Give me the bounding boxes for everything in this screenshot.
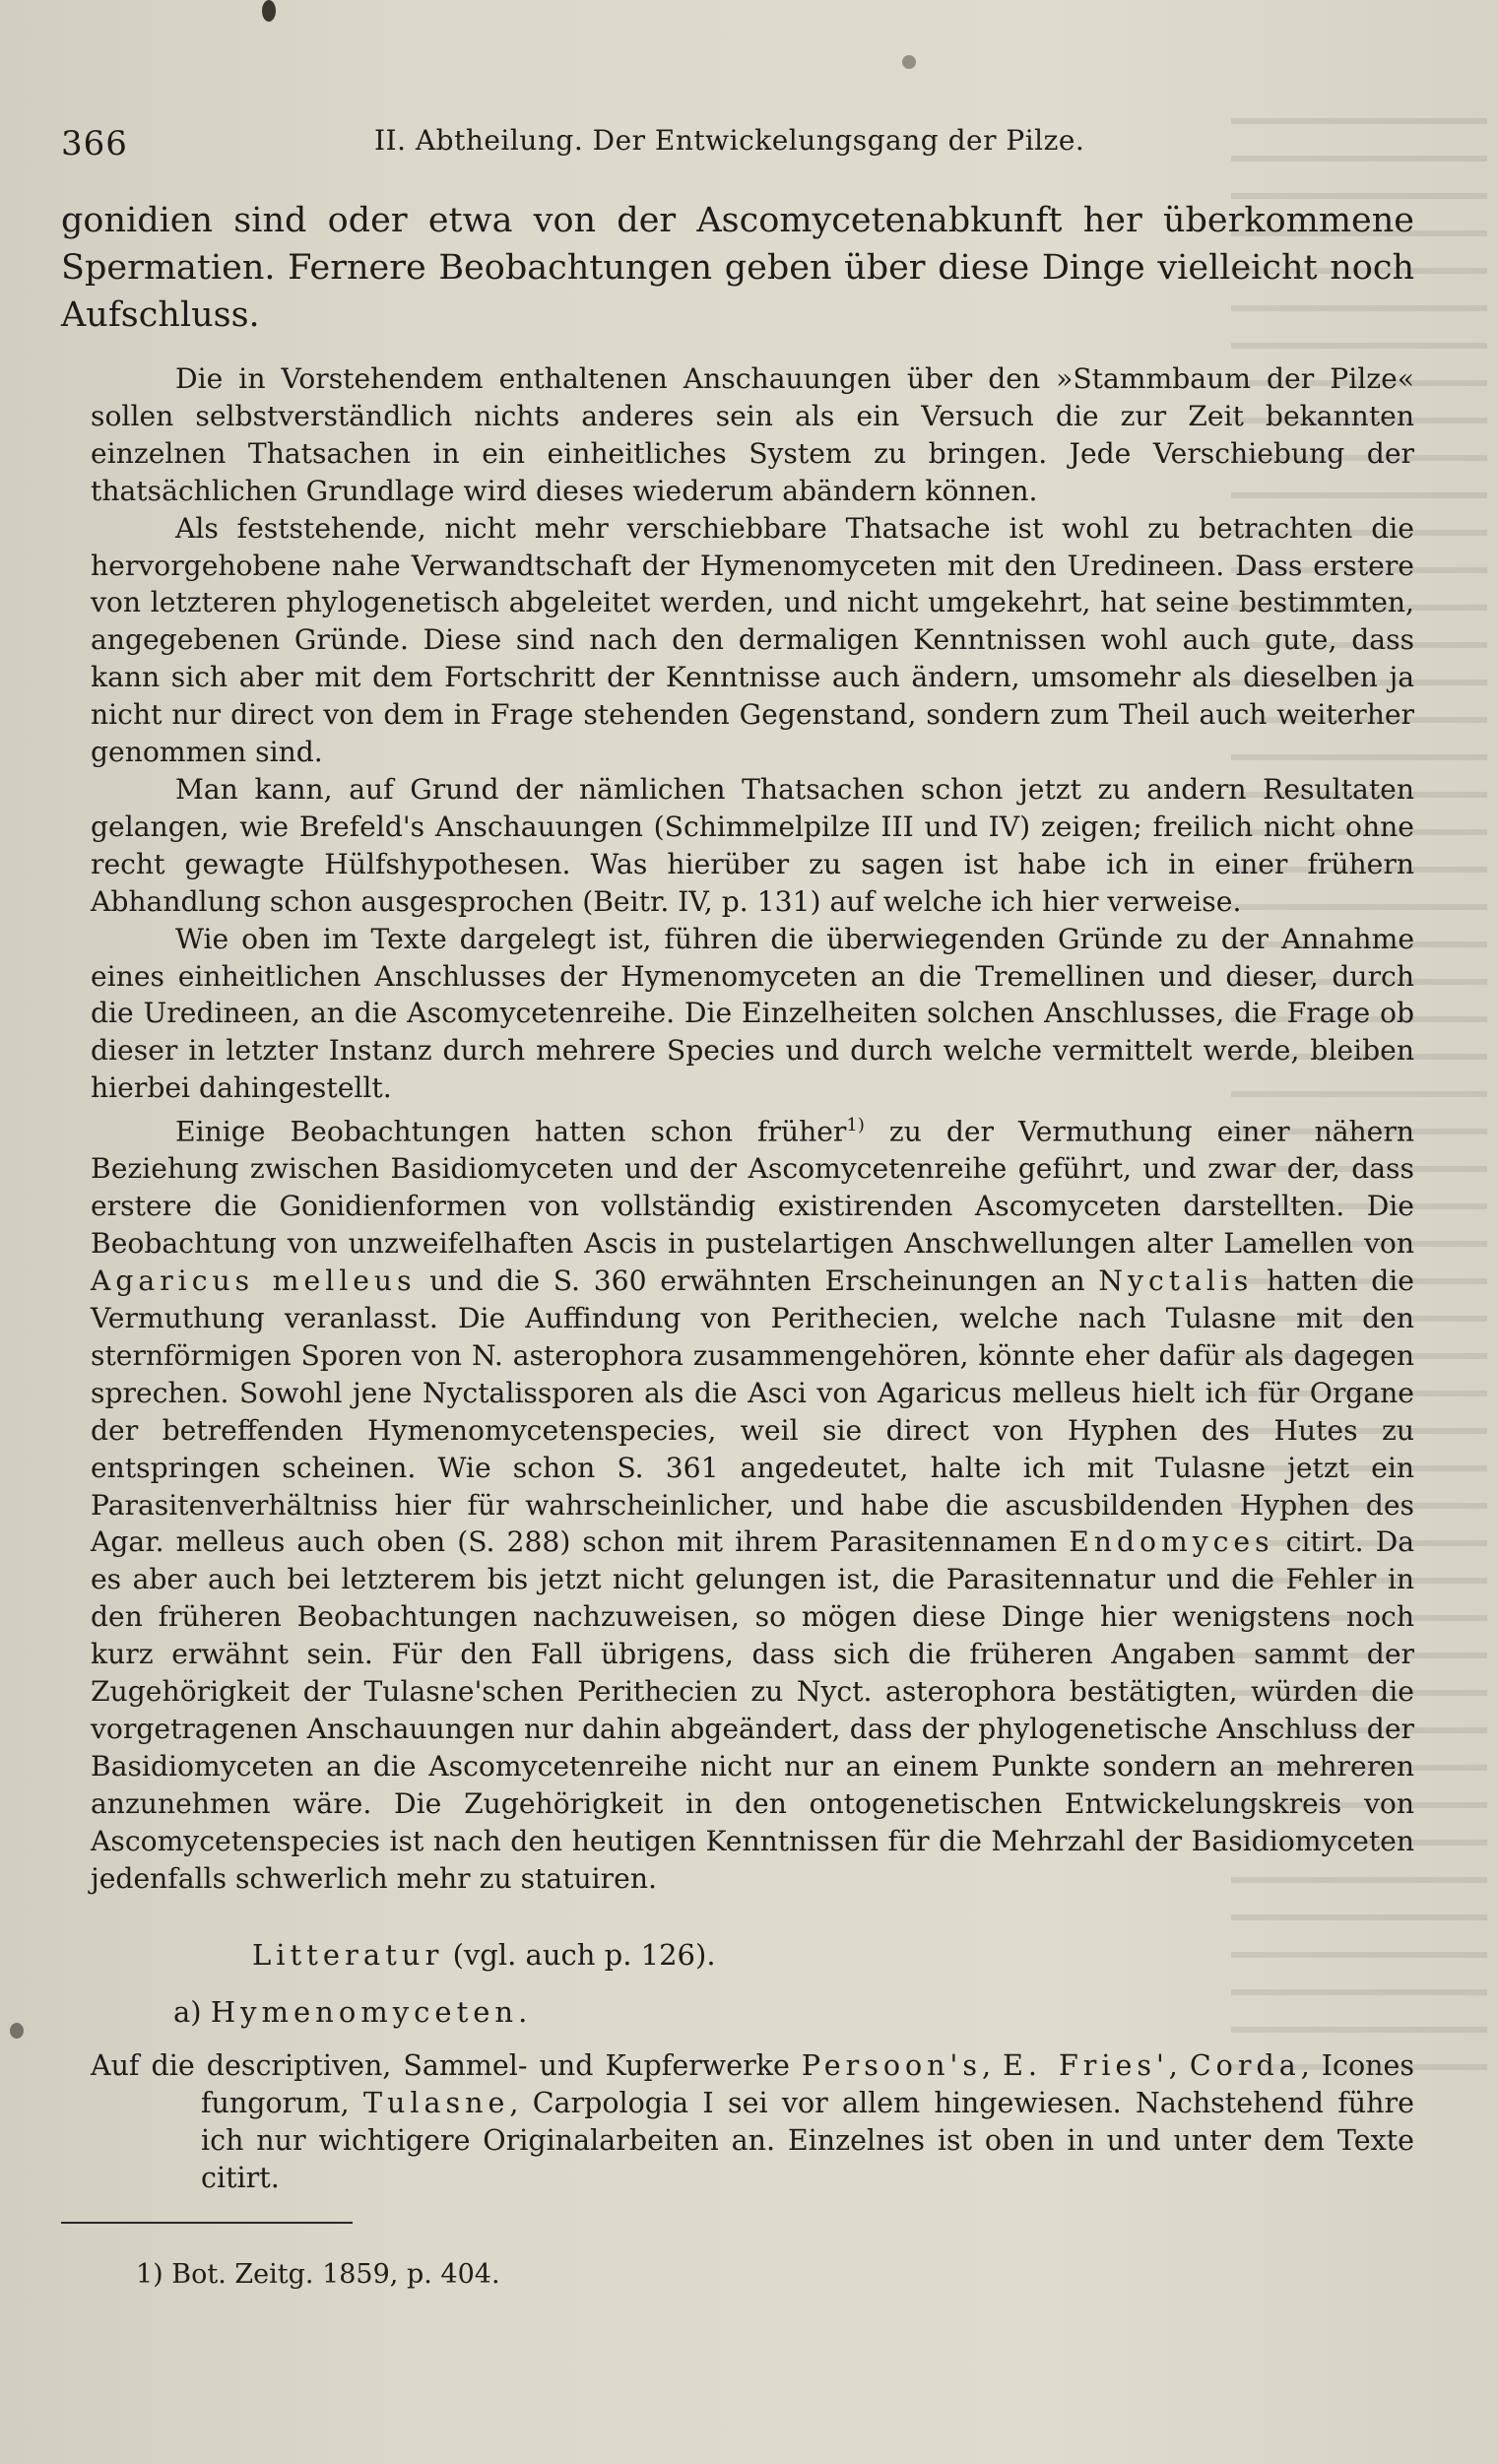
ink-spot [262,0,276,22]
literature-subheading [173,1995,532,2029]
footnote-reference[interactable]: 1) [846,1115,865,1136]
paragraph: Man kann, auf Grund der nämlichen Thatsachen schon jetzt zu andern Resultaten gelangen, wie Brefeld's Anschauungen (Schimmelpilze III und IV) zeigen; freilich nicht ohne recht gewagte Hülfshypothesen. Was hierüber zu sagen ist habe ich in einer frühern Abhandlung schon ausgesprochen (Beitr. IV, p. 131) auf welche ich hier verweise. [91,772,1414,918]
paragraph: Als feststehende, nicht mehr verschiebbare Thatsache ist wohl zu betrachten die hervorgehobene nahe Verwandtschaft der Hymenomyceten mit den Uredineen. Dass erstere von letzteren phylogenetisch abgeleitet werden, und nicht umgekehrt, hat seine bestimmten, angegebenen Gründe. Diese sind nach den dermaligen Kenntnissen wohl auch gute, dass kann sich aber mit dem Fortschritt der Kenntnisse auch ändern, umsomehr als dieselben ja nicht nur direct von dem in Frage stehenden Gegenstand, sondern zum Theil auch weiterher genommen sind. [91,511,1414,769]
author-name: E. Fries' [1003,2049,1169,2082]
literature-heading-note: (vgl. auch p. 126). [443,1938,716,1972]
text-run: citirt. Da es aber auch bei letzterem bis jetzt nicht gelungen ist, die Parasitennatur und die Fehler in den früheren Beobachtungen nachzuweisen, so mögen diese Dinge hier wenigstens noch kurz erwähnt sein. Für den Fall übrigens, dass sich die früheren Angaben sammt der Zugehörigkeit der Tulasne'schen Perithecien zu Nyct. asterophora bestätigten, würden die vorgetragenen Anschauungen nur dahin abgeändert, dass der phylogenetische Anschluss der Basidiomyceten an die Ascomycetenreihe nicht nur an einem Punkte sondern an mehreren anzunehmen wäre. Die Zugehörigkeit in den ontogenetischen Entwickelungskreis von Ascomycetenspecies ist nach den heutigen Kenntnissen für die Mehrzahl der Basidiomyceten jedenfalls schwerlich mehr zu statuiren. [91,1525,1414,1895]
main-text [91,360,1414,1898]
text-run: Auf die descriptiven, Sammel- und Kupferwerke [91,2049,802,2082]
ink-spot [10,2023,24,2039]
text-run: hatten die Vermuthung veranlasst. Die Auffindung von Perithecien, welche nach Tulasne mit den sternförmigen Sporen von N. asterophora zusammengehören, könnte eher dafür als dagegen sprechen. Sowohl jene Nyctalissporen als die Asci von Agaricus melleus hielt ich für Organe der betreffenden Hymenomycetenspecies, weil sie direct von Hyphen des Hutes zu entspringen scheinen. Wie schon S. 361 angedeutet, halte ich mit Tulasne jetzt ein Parasitenverhältniss hier für wahrscheinlicher, und habe die ascusbildenden Hyphen des Agar. melleus auch oben (S. 288) schon mit ihrem Parasitennamen [91,1264,1414,1559]
footnote-divider [61,2222,353,2224]
literature-heading [252,1938,716,1972]
author-name: Persoon's [801,2049,982,2082]
subheading-word: Hymenomyceten. [210,1995,533,2029]
genus-name: Nyctalis [1098,1264,1254,1298]
text-run: , Icones fungorum, [201,2049,1414,2119]
text-run: Einige Beobachtungen hatten schon früher [175,1115,847,1148]
literature-heading-word: Litteratur [252,1938,444,1972]
footnote: 1) Bot. Zeitg. 1859, p. 404. [136,2259,500,2290]
genus-name: Endomyces [1069,1525,1274,1559]
author-name: Corda [1189,2049,1301,2082]
text-run: und die S. 360 erwähnten Erscheinungen an [416,1264,1099,1298]
text-run: , Carpologia I sei vor allem hingewiesen. Nachstehend führe ich nur wichtigere Originalarbeiten an. Einzelnes ist oben in und unter dem Texte citirt. [201,2087,1414,2194]
text-run: , [982,2049,1004,2082]
paragraph [91,1107,1414,1897]
literature-entry [91,2047,1414,2197]
paragraph: Die in Vorstehendem enthaltenen Anschauungen über den »Stammbaum der Pilze« sollen selbstverständlich nichts anderes sein als ein Versuch die zur Zeit bekannten einzelnen Thatsachen in ein einheitliches System zu bringen. Jede Verschiebung der thatsächlichen Grundlage wird dieses wiederum abändern können. [91,362,1414,507]
page-header [61,116,1420,163]
lead-text: gonidien sind oder etwa von der Ascomycetenabkunft her überkommene Spermatien. Fernere Beobachtungen geben über diese Dinge vielleicht noch Aufschluss. [61,201,1414,335]
lead-paragraph [61,197,1414,339]
literature-text [91,2047,1414,2197]
running-title: II. Abtheilung. Der Entwickelungsgang der Pilze. [374,124,1085,157]
page-number: 366 [61,124,128,163]
species-name: Agaricus melleus [91,1264,417,1298]
text-run: zu der Vermuthung einer nähern Beziehung zwischen Basidiomyceten und der Ascomycetenreihe geführt, und zwar der, dass erstere die Gonidienformen von vollständig existirenden Ascomyceten darstellten. Die Beobachtung von unzweifelhaften Ascis in pustelartigen Anschwellungen alter Lamellen von [91,1115,1414,1261]
text-run: , [1168,2049,1190,2082]
author-name: Tulasne [363,2087,510,2119]
paragraph: Wie oben im Texte dargelegt ist, führen die überwiegenden Gründe zu der Annahme eines einheitlichen Anschlusses der Hymenomyceten an die Tremellinen und dieser, durch die Uredineen, an die Ascomycetenreihe. Die Einzelheiten solchen Anschlusses, die Frage ob dieser in letzter Instanz durch mehrere Species und durch welche vermittelt werde, bleiben hierbei dahingestellt. [91,922,1414,1105]
subheading-prefix: a) [173,1995,211,2029]
ink-spot [902,55,916,69]
